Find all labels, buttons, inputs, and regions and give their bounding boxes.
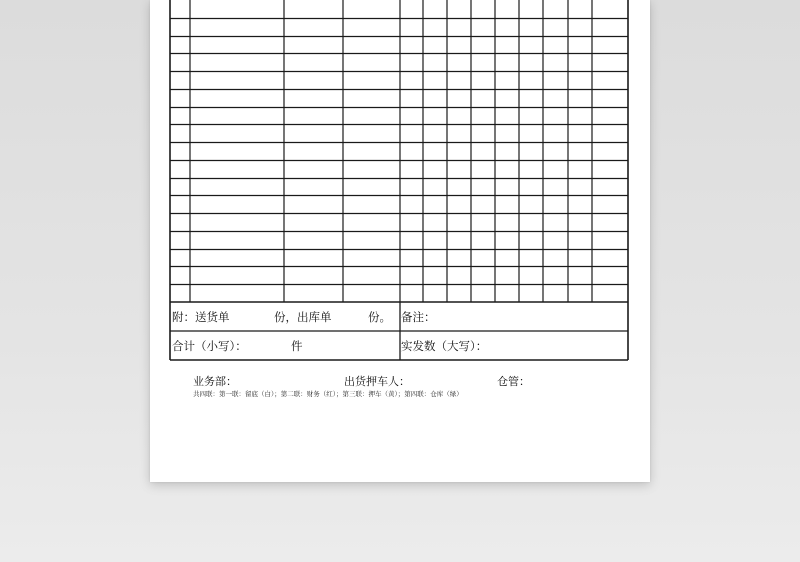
attachment-suffix: 份。 — [368, 310, 391, 324]
attachment-prefix: 附：送货单 — [172, 310, 230, 324]
actual-total-label: 实发数（大写）： — [401, 339, 488, 353]
total-small-unit: 件 — [291, 339, 303, 353]
copies-note: 共四联：第一联：留底（白）；第二联：财务（红）；第三联：押车（黄）；第四联：仓库（绿） — [193, 390, 463, 398]
total-small-label: 合计（小写）： — [172, 339, 247, 353]
business-dept-signature: 业务部： — [193, 375, 237, 388]
warehouse-keeper-signature: 仓管： — [497, 375, 530, 388]
delivery-form-page — [150, 0, 650, 482]
form-table-grid — [150, 0, 650, 482]
attachment-middle: 份，出库单 — [274, 310, 332, 324]
escort-signature: 出货押车人： — [344, 375, 410, 388]
remarks-label: 备注： — [401, 310, 436, 324]
